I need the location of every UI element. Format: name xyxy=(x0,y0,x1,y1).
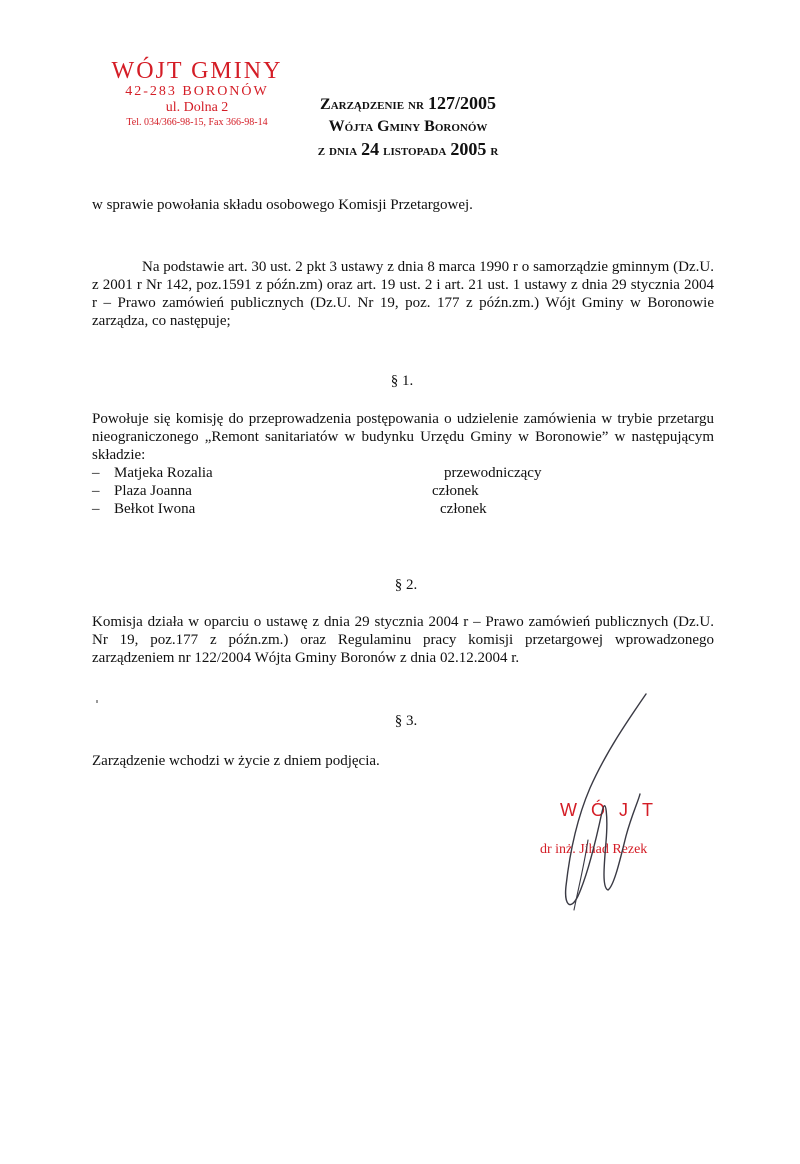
heading-order-label: Zarządzenie nr xyxy=(320,96,428,113)
section-3-text: Zarządzenie wchodzi w życie z dniem podjęcia. xyxy=(92,753,380,769)
stamp-title: WÓJT GMINY xyxy=(111,58,283,84)
office-stamp xyxy=(92,58,302,130)
section-2-text: Komisja działa w oparciu o ustawę z dnia 29 stycznia 2004 r – Prawo zamówień publicznych (Dz.U. Nr 19, poz.177 z późn.zm.) oraz Regulaminu pracy komisji przetargowej wprowadzonego zarządzeniem nr 122/2004 Wójta Gminy Boronów z dnia 02.12.2004 r. xyxy=(92,614,714,666)
heading-date-year: 2005 xyxy=(450,139,487,159)
member-name: Bełkot Iwona xyxy=(114,501,196,517)
member-role: członek xyxy=(440,501,487,517)
heading-line-3 xyxy=(298,138,518,162)
list-item xyxy=(92,464,592,482)
handwritten-signature xyxy=(548,690,658,920)
member-role: członek xyxy=(432,483,479,499)
heading-line-2: Wójta Gminy Boronów xyxy=(328,118,488,135)
member-name: Plaza Joanna xyxy=(114,483,192,499)
member-dash: – xyxy=(92,483,100,499)
committee-members-list xyxy=(92,464,592,518)
heading-date-prefix: z dnia xyxy=(317,142,362,159)
scan-speck xyxy=(96,700,98,703)
stamp-street: ul. Dolna 2 xyxy=(165,100,229,115)
member-role: przewodniczący xyxy=(444,465,542,481)
member-dash: – xyxy=(92,465,100,481)
member-name: Matjeka Rozalia xyxy=(114,465,213,481)
document-heading xyxy=(298,92,518,162)
section-2-mark: § 2. xyxy=(394,577,418,593)
section-1-mark: § 1. xyxy=(390,373,414,389)
section-3-mark: § 3. xyxy=(394,713,418,729)
list-item xyxy=(92,482,592,500)
signature-stamp-name: dr inż. Jihad Rezek xyxy=(540,842,648,857)
stamp-phone: Tel. 034/366-98-15, Fax 366-98-14 xyxy=(126,117,268,128)
member-dash: – xyxy=(92,501,100,517)
stamp-zip-city: 42-283 BORONÓW xyxy=(125,84,269,99)
heading-line-1 xyxy=(298,92,518,116)
heading-date-day: 24 xyxy=(361,139,380,159)
heading-date-month: listopada xyxy=(379,142,451,159)
document-subject: w sprawie powołania składu osobowego Komisji Przetargowej. xyxy=(92,197,473,213)
section-1-text: Powołuje się komisję do przeprowadzenia postępowania o udzielenie zamówienia w trybie przetargu nieograniczonego „Remont sanitariatów w budynku Urzędu Gminy w Boronowie” w następującym składzie: xyxy=(92,411,714,463)
list-item xyxy=(92,500,592,518)
heading-date-suffix: r xyxy=(486,142,499,159)
signature-stamp-title: WÓJT xyxy=(560,800,667,820)
heading-order-number: 127/2005 xyxy=(427,93,496,113)
legal-basis-paragraph: Na podstawie art. 30 ust. 2 pkt 3 ustawy z dnia 8 marca 1990 r o samorządzie gminnym (Dz.U. z 2001 r Nr 142, poz.1591 z późn.zm) oraz art. 19 ust. 2 i art. 21 ust. 1 ustawy z dnia 29 stycznia 2004 r – Prawo zamówień publicznych (Dz.U. Nr 19, poz. 177 z późn.zm.) Wójt Gminy w Boronowie zarządza, co następuje; xyxy=(92,259,714,329)
